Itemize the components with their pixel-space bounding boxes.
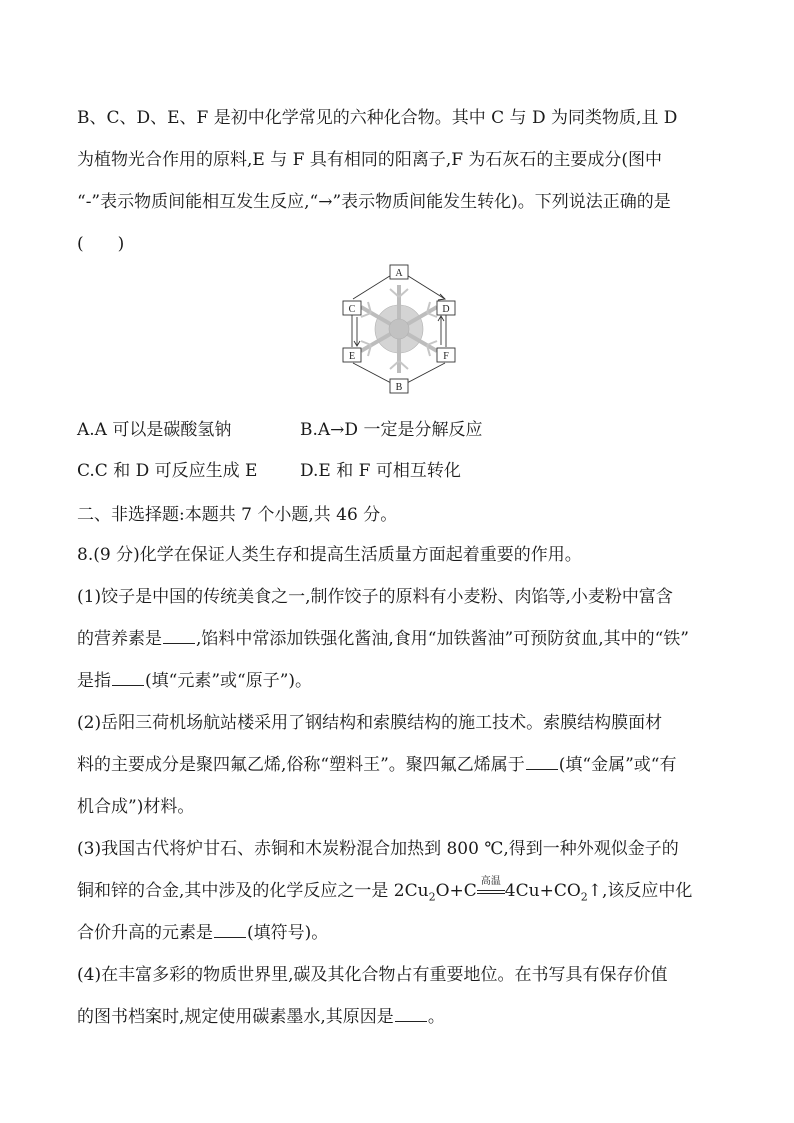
option-d[interactable]: D.E 和 F 可相互转化 [300, 461, 461, 481]
node-label-f: F [443, 351, 449, 362]
node-label-e: E [348, 351, 356, 362]
edge-a-c [353, 274, 393, 299]
q8-part3-line-1: (3)我国古代将炉甘石、赤铜和木炭粉混合加热到 800 ℃,得到一种外观似金子的 [77, 839, 679, 859]
edge-e-b [353, 363, 393, 384]
q8-part3-text-d: (填符号)。 [247, 923, 329, 943]
q8-part4-line-1: (4)在丰富多彩的物质世界里,碳及其化合物占有重要地位。在书写具有保存价值 [77, 965, 668, 985]
q8-part3-text-c: 合价升高的元素是 [77, 923, 213, 943]
q8-part4-line-2 [77, 1007, 445, 1027]
subscript-2: 2 [428, 890, 436, 904]
question-8-intro: 8.(9 分)化学在保证人类生存和提高生活质量方面起着重要的作用。 [77, 545, 582, 565]
q8-part1-text-b: ,馅料中常添加铁强化酱油,食用“加铁酱油”可预防贫血,其中的“铁” [196, 629, 689, 649]
q8-part1-text-d: (填“元素”或“原子”)。 [145, 671, 313, 691]
reaction-condition [477, 876, 505, 901]
q8-part1-line-1: (1)饺子是中国的传统美食之一,制作饺子的原料有小麦粉、肉馅等,小麦粉中富含 [77, 587, 673, 607]
q8-part2-line-2 [77, 755, 677, 775]
q8-part2-text-b: (填“金属”或“有 [558, 755, 677, 775]
q8-part2-line-1: (2)岳阳三荷机场航站楼采用了钢结构和索膜结构的施工技术。索膜结构膜面材 [77, 713, 663, 733]
question-7-stem-line-2: 为植物光合作用的原料,E 与 F 具有相同的阳离子,F 为石灰石的主要成分(图中 [77, 150, 663, 170]
answer-blank-element[interactable] [214, 923, 246, 938]
subscript-2b: 2 [580, 890, 588, 904]
equation-products: 4Cu+CO [504, 881, 581, 901]
snowflake-decoration-icon [361, 285, 437, 373]
equation-reactants: O+C [435, 881, 477, 901]
node-label-c: C [348, 304, 356, 315]
option-a[interactable]: A.A 可以是碳酸氢钠 [77, 420, 232, 440]
q8-part1-line-3 [77, 671, 312, 691]
node-label-d: D [442, 304, 450, 315]
option-b[interactable]: B.A→D 一定是分解反应 [300, 420, 483, 440]
q8-part3-line-2 [77, 876, 693, 904]
answer-blank-material[interactable] [526, 755, 558, 770]
answer-blank-iron[interactable] [112, 671, 144, 686]
question-7-stem-line-1: B、C、D、E、F 是初中化学常见的六种化合物。其中 C 与 D 为同类物质,且 D [77, 108, 678, 128]
q8-part1-text-a: 的营养素是 [77, 629, 162, 649]
node-label-a: A [395, 268, 403, 279]
condition-high-temperature: 高温 [480, 876, 501, 887]
answer-blank-reason[interactable] [395, 1007, 427, 1022]
q8-part1-text-c: 是指 [77, 671, 111, 691]
q8-part3-line-3 [77, 923, 328, 943]
substance-relationship-diagram [334, 263, 464, 395]
q8-part2-line-3: 机合成”)材料。 [77, 797, 195, 817]
answer-blank-nutrient[interactable] [163, 629, 195, 644]
q8-part3-text-a: 铜和锌的合金,其中涉及的化学反应之一是 2Cu [77, 881, 429, 901]
section-2-heading: 二、非选择题:本题共 7 个小题,共 46 分。 [77, 505, 398, 525]
q8-part1-line-2 [77, 629, 689, 649]
q8-part4-text-b: 。 [427, 1007, 445, 1027]
edge-f-b [405, 363, 445, 384]
question-7-stem-line-3: “-”表示物质间能相互发生反应,“→”表示物质间能发生转化)。下列说法正确的是 [77, 192, 671, 212]
q8-part3-text-b: ↑,该反应中化 [587, 881, 693, 901]
q8-part2-text-a: 料的主要成分是聚四氟乙烯,俗称“塑料王”。聚四氟乙烯属于 [77, 755, 525, 775]
option-c[interactable]: C.C 和 D 可反应生成 E [77, 461, 258, 481]
question-7-answer-bracket: ( ) [77, 234, 125, 254]
node-label-b: B [395, 382, 403, 393]
edge-a-d [405, 274, 445, 299]
q8-part4-text-a: 的图书档案时,规定使用碳素墨水,其原因是 [77, 1007, 394, 1027]
